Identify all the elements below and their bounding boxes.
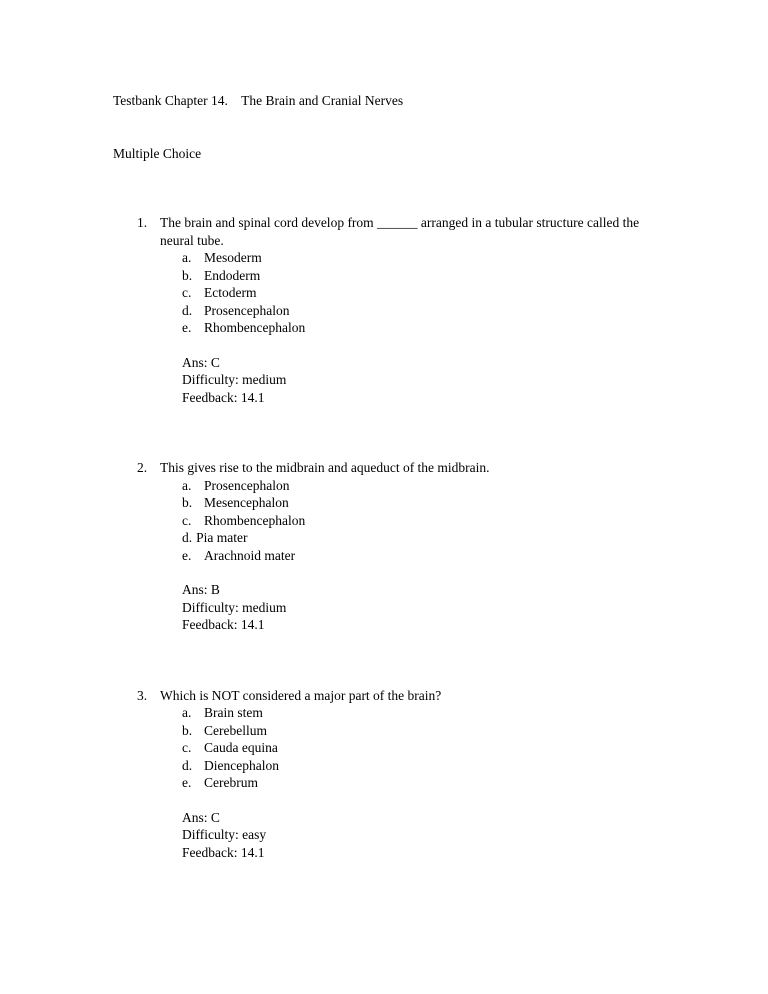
question-block (113, 214, 728, 406)
options-list (182, 249, 640, 337)
option-row (182, 739, 640, 757)
question-body (160, 459, 640, 634)
option-row (182, 477, 640, 495)
answer-block (182, 581, 640, 634)
option-text: Diencephalon (204, 757, 279, 773)
option-row (182, 757, 640, 775)
option-row (182, 284, 640, 302)
option-text: Mesoderm (204, 250, 262, 265)
option-row (182, 547, 640, 565)
question-row (113, 687, 728, 862)
question-text: The brain and spinal cord develop from ______ arranged in a tubular structure called the neural tube. (160, 215, 640, 248)
option-letter: a. (182, 477, 192, 493)
option-text: Cerebellum (204, 722, 267, 738)
document-title: Testbank Chapter 14. The Brain and Cranial Nerves (113, 93, 404, 108)
option-letter: e. (182, 320, 192, 335)
question-row (113, 214, 728, 406)
option-text: Brain stem (204, 705, 263, 720)
option-row (182, 512, 640, 530)
option-text: Rhombencephalon (204, 320, 306, 335)
option-letter: b. (182, 495, 193, 510)
difficulty-line: Difficulty: medium (182, 372, 287, 387)
option-row (182, 774, 640, 792)
options-list (182, 477, 640, 565)
question-number: 1. (137, 215, 148, 230)
option-row (182, 319, 640, 337)
option-letter: c. (182, 512, 192, 528)
option-text: Mesencephalon (204, 495, 289, 510)
option-text: Pia mater (196, 530, 248, 545)
option-letter: a. (182, 250, 192, 265)
question-block (113, 687, 728, 862)
option-text: Endoderm (204, 267, 261, 283)
question-body (160, 687, 640, 862)
feedback-line: Feedback: 14.1 (182, 844, 265, 860)
option-text: Cauda equina (204, 740, 278, 755)
option-text: Prosencephalon (204, 302, 290, 318)
option-text: Prosencephalon (204, 477, 290, 493)
question-text: Which is NOT considered a major part of the brain? (160, 687, 442, 703)
option-letter: e. (182, 775, 192, 790)
question-number: 2. (137, 460, 148, 475)
question-text: This gives rise to the midbrain and aqueduct of the midbrain. (160, 460, 490, 475)
option-letter: b. (182, 722, 193, 738)
question-body (160, 214, 640, 406)
option-row (182, 704, 640, 722)
option-text: Rhombencephalon (204, 512, 306, 528)
answer-line: Ans: C (182, 809, 220, 825)
option-letter: c. (182, 285, 192, 300)
answer-line: Ans: B (182, 582, 220, 597)
answer-block (182, 809, 640, 862)
answer-line: Ans: C (182, 354, 220, 370)
option-row (182, 302, 640, 320)
option-letter: d. (182, 530, 193, 545)
option-row (182, 722, 640, 740)
option-row (182, 529, 640, 547)
option-letter: a. (182, 705, 192, 720)
feedback-line: Feedback: 14.1 (182, 389, 265, 405)
option-letter: e. (182, 547, 192, 563)
option-letter: d. (182, 302, 193, 318)
option-row (182, 494, 640, 512)
option-row (182, 249, 640, 267)
question-block (113, 459, 728, 634)
option-text: Ectoderm (204, 285, 257, 300)
section-heading: Multiple Choice (113, 145, 202, 161)
questions-list (113, 214, 728, 861)
option-row (182, 267, 640, 285)
answer-block (182, 354, 640, 407)
difficulty-line: Difficulty: easy (182, 827, 267, 842)
question-number: 3. (137, 687, 148, 703)
difficulty-line: Difficulty: medium (182, 599, 287, 615)
option-text: Arachnoid mater (204, 547, 296, 563)
option-letter: d. (182, 757, 193, 773)
options-list (182, 704, 640, 792)
feedback-line: Feedback: 14.1 (182, 617, 265, 632)
option-letter: b. (182, 267, 193, 283)
option-letter: c. (182, 740, 192, 755)
option-text: Cerebrum (204, 775, 258, 790)
question-row (113, 459, 728, 634)
